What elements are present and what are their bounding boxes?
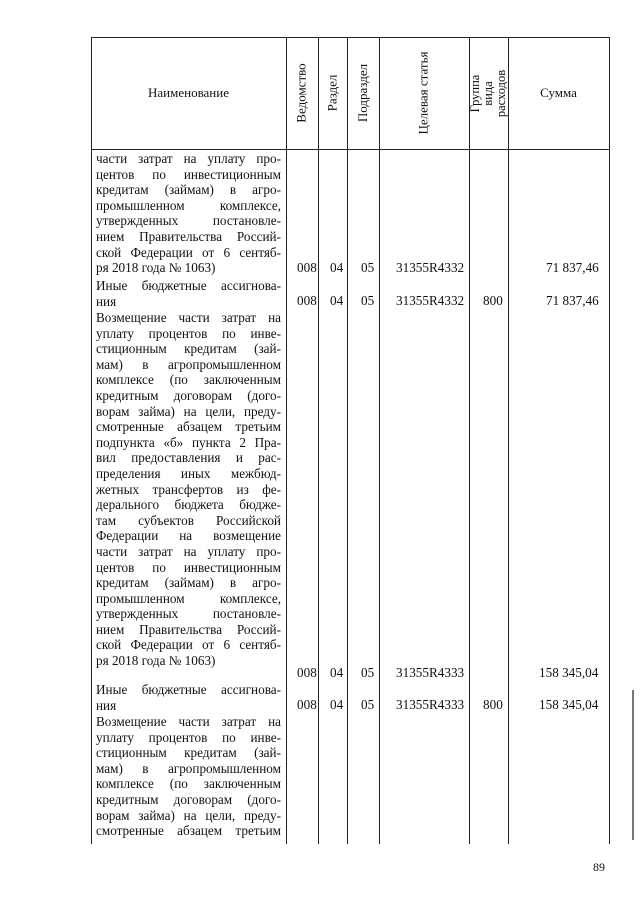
description-line: уплату процентов по инве- <box>96 325 281 341</box>
description-line: Иные бюджетные ассигнова- <box>96 278 281 293</box>
description-line: ворам займа) на цели, преду- <box>96 403 281 419</box>
col-border-2 <box>318 37 319 844</box>
description-line: нием Правительства Россий- <box>96 621 281 637</box>
description-line: там субъектов Российской <box>96 512 281 528</box>
cell-target-article: 31355R4332 <box>396 293 465 308</box>
description-line: центов по инвестиционным <box>96 166 281 182</box>
description-line: кредитам (займам) в агро- <box>96 182 281 198</box>
cell-sum: 71 837,46 <box>546 293 599 308</box>
description-line: Федерации на возмещение <box>96 528 281 544</box>
row-description <box>96 151 281 276</box>
cell-section: 04 <box>330 665 344 680</box>
description-line: ской Федерации от 6 сентяб- <box>96 637 281 653</box>
cell-subsection: 05 <box>361 665 375 680</box>
header-sum-label: Сумма <box>540 85 577 100</box>
cell-subsection: 05 <box>361 293 375 308</box>
description-line: комплексе (по заключенным <box>96 372 281 388</box>
header-name <box>91 37 286 149</box>
description-line: промышленном комплексе, <box>96 590 281 606</box>
header-section-label: Раздел <box>324 74 340 112</box>
description-line: ря 2018 года № 1063) <box>96 260 216 276</box>
description-line: кредитным договорам (дого- <box>96 791 281 807</box>
cell-section: 04 <box>330 260 344 275</box>
description-line: дерального бюджета бюдже- <box>96 497 281 513</box>
cell-section: 04 <box>330 697 344 712</box>
description-line: жетных трансфертов из фе- <box>96 481 281 497</box>
description-line: части затрат на уплату про- <box>96 543 281 559</box>
header-expense-group <box>469 37 508 149</box>
row-description <box>96 682 281 713</box>
cell-department: 008 <box>297 293 317 308</box>
description-line: мам) в агропромышленном <box>96 760 281 776</box>
cell-sum: 158 345,04 <box>539 697 599 712</box>
description-line: утвержденных постановле- <box>96 213 281 229</box>
cell-sum: 158 345,04 <box>539 665 599 680</box>
description-line: уплату процентов по инве- <box>96 729 281 745</box>
description-line: стиционным кредитам (зай- <box>96 745 281 761</box>
description-line: кредитам (займам) в агро- <box>96 575 281 591</box>
col-border-6 <box>508 37 509 844</box>
description-line: ния <box>96 697 117 713</box>
description-line: Иные бюджетные ассигнова- <box>96 682 281 697</box>
description-line: нием Правительства Россий- <box>96 228 281 244</box>
cell-sum: 71 837,46 <box>546 260 599 275</box>
cell-expense-group: 800 <box>483 293 503 308</box>
description-line: кредитным договорам (дого- <box>96 387 281 403</box>
cell-department: 008 <box>297 665 317 680</box>
description-line: ря 2018 года № 1063) <box>96 653 216 669</box>
header-sum <box>508 37 609 149</box>
cell-section: 04 <box>330 293 344 308</box>
description-line: пределения иных межбюд- <box>96 465 281 481</box>
description-line: подпункта «б» пункта 2 Пра- <box>96 434 281 450</box>
description-line: мам) в агропромышленном <box>96 356 281 372</box>
description-line: промышленном комплексе, <box>96 197 281 213</box>
cell-subsection: 05 <box>361 260 375 275</box>
description-line: утвержденных постановле- <box>96 606 281 622</box>
header-name-label: Наименование <box>148 85 229 100</box>
cell-target-article: 31355R4332 <box>396 260 465 275</box>
col-border-5 <box>469 37 470 844</box>
header-bottom-border <box>91 149 609 150</box>
cell-department: 008 <box>297 260 317 275</box>
description-line: ворам займа) на цели, преду- <box>96 807 281 823</box>
cell-target-article: 31355R4333 <box>396 697 465 712</box>
description-line: стиционным кредитам (зай- <box>96 341 281 357</box>
description-line: ской Федерации от 6 сентяб- <box>96 244 281 260</box>
cell-subsection: 05 <box>361 697 375 712</box>
cell-target-article: 31355R4333 <box>396 665 465 680</box>
cell-department: 008 <box>297 697 317 712</box>
col-border-3 <box>347 37 348 844</box>
col-border-7 <box>609 37 610 844</box>
header-subsection <box>347 37 379 149</box>
col-border-4 <box>379 37 380 844</box>
header-subsection-label: Подраздел <box>355 63 371 123</box>
row-description <box>96 278 281 309</box>
header-section <box>318 37 347 149</box>
row-description <box>96 714 281 839</box>
cell-expense-group: 800 <box>483 697 503 712</box>
description-line: смотренные абзацем третьим <box>96 823 281 839</box>
description-line: части затрат на уплату про- <box>96 151 281 166</box>
header-department-label: Ведомство <box>294 63 309 123</box>
header-target-article <box>379 37 469 149</box>
header-expense-group-label: Группа вида расходов <box>468 69 509 117</box>
scan-edge-mark <box>632 690 634 840</box>
description-line: Возмещение части затрат на <box>96 714 281 729</box>
page-number: 89 <box>593 860 605 874</box>
description-line: смотренные абзацем третьим <box>96 419 281 435</box>
description-line: Возмещение части затрат на <box>96 310 281 325</box>
col-border-1 <box>286 37 287 844</box>
col-border-0 <box>91 37 92 844</box>
header-target-article-label: Целевая статья <box>415 51 431 135</box>
description-line: вил предоставления и рас- <box>96 450 281 466</box>
description-line: центов по инвестиционным <box>96 559 281 575</box>
row-description <box>96 310 281 669</box>
description-line: комплексе (по заключенным <box>96 776 281 792</box>
header-department <box>286 37 318 149</box>
description-line: ния <box>96 293 117 309</box>
